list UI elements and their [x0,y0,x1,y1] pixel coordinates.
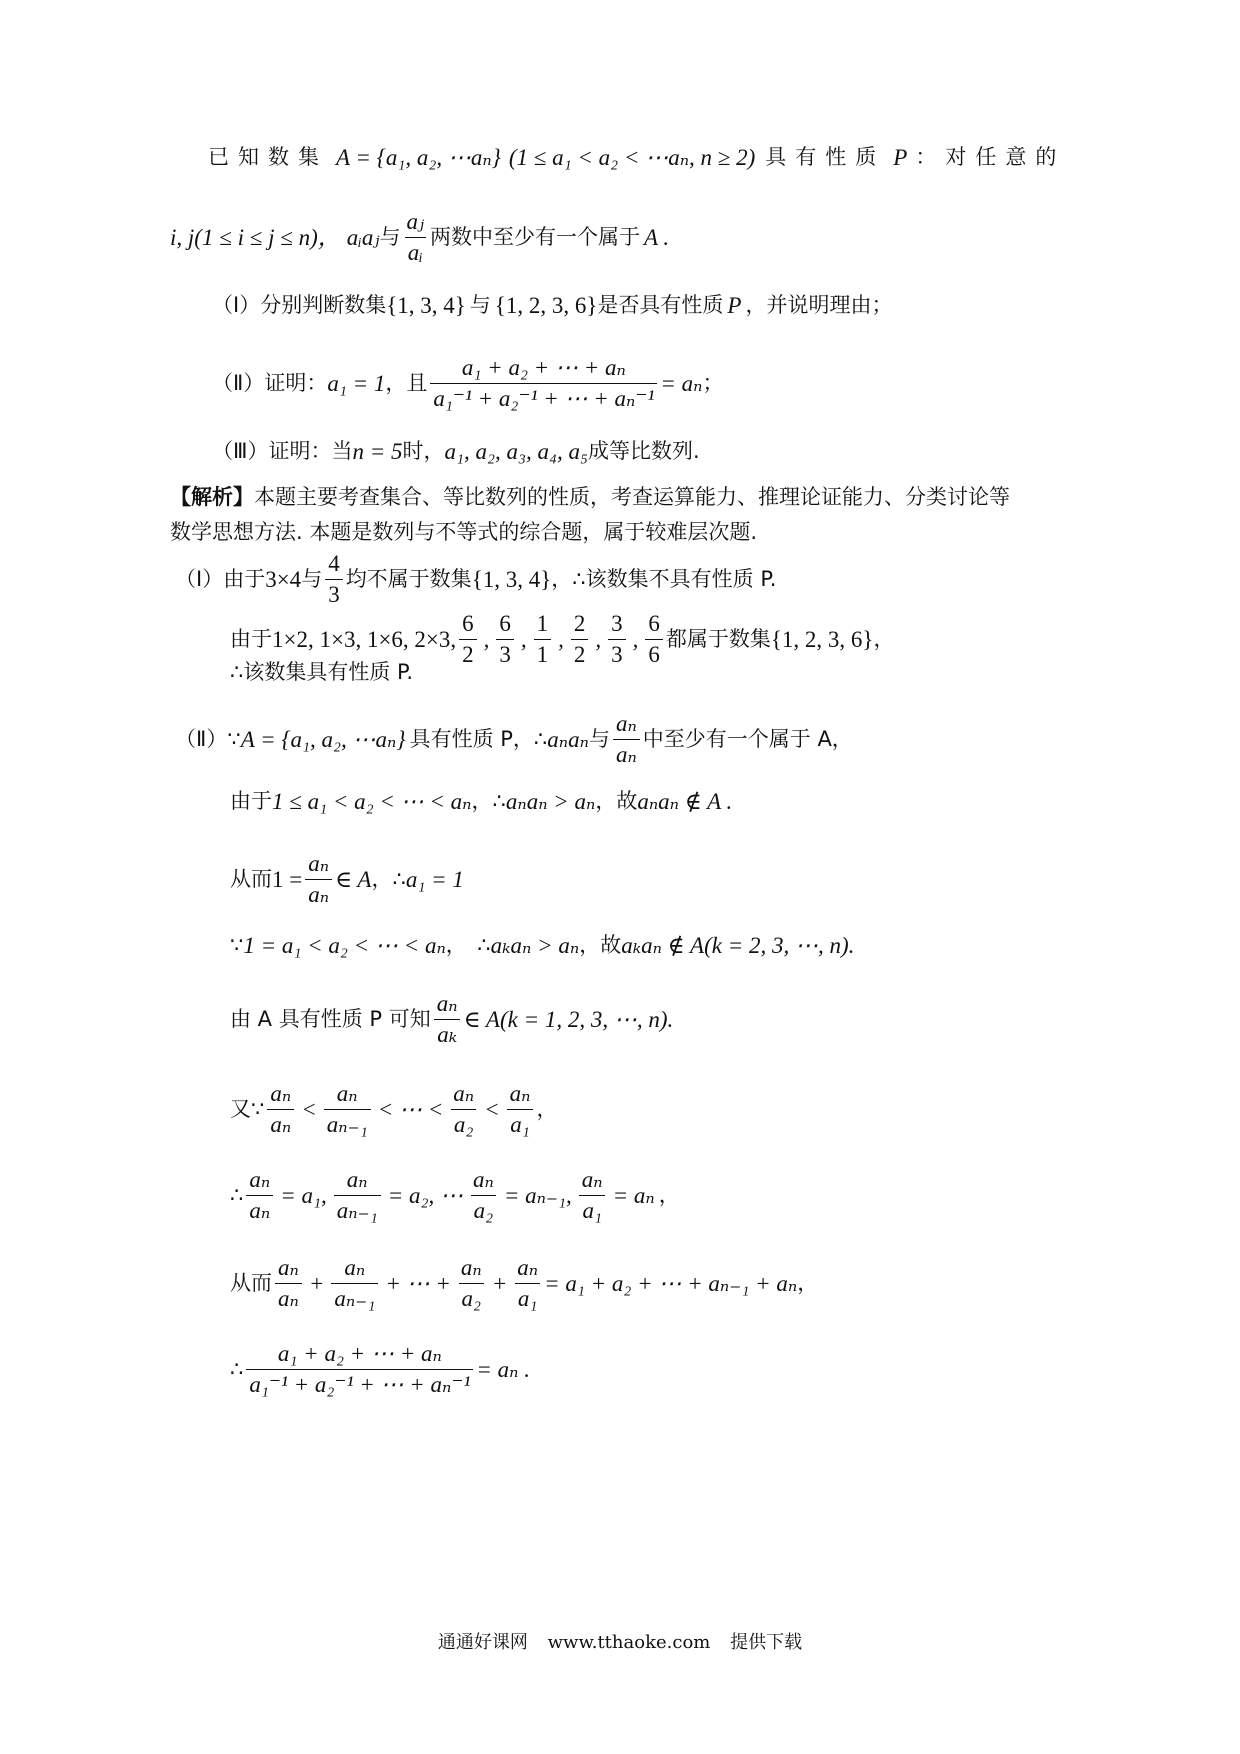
math-operator: + ⋯ + [385,1271,451,1297]
text: 从而 [230,1271,272,1296]
math-inequality: aₖaₙ > aₙ [490,933,580,958]
fraction [324,1082,371,1137]
numerator: aₙ [346,1167,368,1192]
math-operator: + [308,1271,325,1297]
comma: , [520,627,527,653]
denominator: a₁ [507,1109,533,1137]
question-3 [212,440,700,463]
numerator: aₙ [615,711,637,736]
numerator: 1 [536,611,549,636]
text: ∴该数集具有性质 P. [230,660,414,684]
text: ，且 [385,371,428,396]
denominator: 3 [496,639,514,667]
fraction-chain [264,1082,536,1137]
numerator: 3 [611,611,623,636]
math-operator: < ⋯ < [377,1097,444,1123]
numerator: aₙ [278,1255,299,1280]
math-condition: (1 ≤ a₁ < a₂ < ⋯aₙ, n ≥ 2) [508,145,756,170]
math-set: {1, 2, 3, 6} [494,293,598,318]
denominator: a₂ [459,1283,485,1311]
text: ， [658,1183,680,1208]
text: ，故 [579,933,622,957]
text: ，∴ [471,789,506,813]
text: 成等比数列. [588,439,700,463]
comma: , [558,627,564,653]
fraction [514,1256,541,1311]
math-rhs: = aₙ₋₁, [503,1183,572,1209]
text: 中至少有一个属于 A， [642,727,853,752]
numerator: aₙ [308,851,330,876]
fraction [470,1168,497,1223]
denominator: 2 [571,639,589,667]
text: 由 A 具有性质 P 可知 [230,1007,431,1032]
analysis-part-2-line-3 [230,852,464,907]
text: ，故 [595,789,638,813]
fraction [275,1256,302,1311]
numerator: aⱼ [406,209,425,234]
math-sequence: a₁, a₂, a₃, a₄, a₅ [444,439,588,464]
numerator: aₙ [581,1167,603,1192]
fraction [434,992,461,1047]
denominator: aₙ₋₁ [334,1195,381,1223]
comma: , [632,627,639,653]
denominator: 1 [534,639,552,667]
analysis-part-2-line-1 [175,712,853,767]
denominator: a₁ [515,1283,541,1311]
numerator: aₙ [453,1081,475,1106]
numerator: aₙ [517,1255,539,1280]
math-set: {1, 2, 3, 6} [770,627,874,653]
fraction [246,1168,273,1223]
denominator: a₂ [451,1109,477,1137]
text: ， [797,1271,819,1296]
footer-site-name: 通通好课网 [437,1632,528,1653]
text: ∵ [230,933,244,957]
denominator: aₖ [434,1019,460,1047]
fraction [507,1082,534,1137]
denominator: a₁⁻¹ + a₂⁻¹ + ⋯ + aₙ⁻¹ [430,383,657,411]
math-inequality: 1 = a₁ < a₂ < ⋯ < aₙ [243,933,446,958]
denominator: 3 [608,639,626,667]
text: ， ∴ [445,933,491,957]
question-label: （Ⅱ）证明： [212,371,328,396]
text: 具有性质 P，∴ [409,727,548,752]
analysis-part-2-line-8 [230,1256,818,1311]
analysis-intro-1 [170,487,1010,508]
numerator: aₙ [344,1255,366,1280]
fraction-chain [272,1256,544,1311]
analysis-part-2-line-7 [230,1168,680,1223]
fraction [645,612,663,667]
question-1 [212,294,892,317]
math-product: 3×4 [265,567,302,593]
analysis-tag: 【解析】 [170,485,254,509]
analysis-part-2-line-9 [230,1342,530,1397]
denominator: aₙ [246,1195,273,1223]
fraction [534,612,552,667]
math-set: {1, 3, 4} [471,567,552,593]
comma: , [595,627,602,653]
page-footer [0,1628,1240,1654]
text: （Ⅰ）由于 [175,567,266,592]
text: ，∴该数集不具有性质 P. [551,567,777,592]
analysis-part-1 [175,552,776,607]
denominator: a₁⁻¹ + a₂⁻¹ + ⋯ + aₙ⁻¹ [246,1369,473,1397]
math-inequality: 1 ≤ a₁ < a₂ < ⋯ < aₙ [272,789,472,814]
text: ， [536,1097,558,1122]
text: 由于 [230,627,272,652]
footer-note: 提供下载 [730,1632,803,1653]
numerator: 6 [499,611,511,636]
problem-line-2 [170,210,669,265]
math-in: ∈ A(k = 1, 2, 3, ⋯, n). [463,1007,674,1033]
numerator: 4 [328,551,340,576]
fraction [613,712,640,767]
text: 本题主要考查集合、等比数列的性质，考查运算能力、推理论证能力、分类讨论等 [254,485,1010,509]
math-set: A = {a₁, a₂, ⋯aₙ} [336,145,501,170]
fraction-list [456,612,666,667]
math-not-in: aₖaₙ ∉ A(k = 2, 3, ⋯, n). [621,933,855,958]
analysis-intro-2 [170,522,757,543]
denominator: 2 [459,639,477,667]
fraction [334,1168,381,1223]
denominator: 3 [325,579,343,607]
denominator: aᵢ [405,237,426,265]
math-result: a₁ = 1 [405,867,464,893]
text: 均不属于数集 [345,567,472,592]
math-one: 1 = [272,867,303,893]
text: 与 [301,567,323,592]
fraction [458,1256,485,1311]
numerator: aₙ [509,1081,531,1106]
fraction [608,612,626,667]
math-operator: + [491,1271,508,1297]
math-operator: < [484,1097,500,1123]
comma: , [483,627,490,653]
text: 都属于数集 [665,627,771,652]
math-product: aᵢaⱼ [346,225,380,251]
numerator: aₙ [249,1167,271,1192]
math-set: {1, 3, 4} [386,293,466,318]
fraction [403,210,427,265]
text: 已知数集 [208,145,328,169]
analysis-part-2-line-2 [230,790,732,813]
fraction [496,612,514,667]
fraction [571,612,589,667]
math-products: 1×2, 1×3, 1×6, 2×3, [272,627,457,653]
fraction [331,1256,378,1311]
numerator: a₁ + a₂ + ⋯ + aₙ [461,355,626,380]
math-eq: = aₙ . [476,1357,530,1383]
text: 从而 [230,867,272,892]
text: 具有性质 [765,145,886,169]
denominator: aₙ₋₁ [324,1109,371,1137]
fraction-chain [243,1168,658,1223]
question-label: （Ⅰ） [212,293,261,317]
math-ij: i, j(1 ≤ i ≤ j ≤ n)， [170,225,341,251]
problem-line-1 [208,146,1065,169]
analysis-part-1-line-2 [230,612,894,667]
numerator: aₙ [270,1081,292,1106]
denominator: aₙ₋₁ [331,1283,378,1311]
text: ∴ [230,1183,244,1208]
text: 两数中至少有一个属于 [430,225,641,250]
question-2 [212,356,723,411]
text: （Ⅱ）∵ [175,727,241,752]
numerator: 2 [573,611,586,636]
analysis-part-1-line-3 [230,662,413,683]
denominator: aₙ [267,1109,294,1137]
denominator: 6 [645,639,663,667]
text: 又∵ [230,1097,265,1122]
math-inequality: aₙaₙ > aₙ [505,789,596,814]
math-p: P [893,145,908,170]
math-sum: = a₁ + a₂ + ⋯ + aₙ₋₁ + aₙ [544,1271,798,1297]
text: ，并说明理由； [745,293,893,317]
fraction [579,1168,606,1223]
text: 数学思想方法. 本题是数列与不等式的综合题，属于较难层次题. [170,520,758,544]
text: ：对任意的 [915,145,1066,169]
analysis-part-2-line-5 [230,992,673,1047]
fraction [325,552,343,607]
text: 与 [588,727,610,752]
analysis-part-2-line-4 [230,934,854,957]
math-rhs: = aₙ [612,1183,655,1209]
fraction [430,356,657,411]
numerator: a₁ + a₂ + ⋯ + aₙ [277,1341,442,1366]
analysis-part-2-line-6 [230,1082,557,1137]
math-product: aₙaₙ [547,727,589,753]
footer-url: www.tthaoke.com [547,1632,711,1653]
text: ，∴ [371,867,406,892]
numerator: aₙ [336,1081,358,1106]
text: 与 [469,293,491,317]
math-set: A = {a₁, a₂, ⋯aₙ} [240,727,406,753]
numerator: aₙ [436,991,458,1016]
fraction [267,1082,294,1137]
numerator: 6 [648,611,660,636]
math-eq: = aₙ [660,371,703,397]
numerator: aₙ [460,1255,482,1280]
math-n: n = 5 [352,439,403,464]
question-label: （Ⅲ）证明：当 [212,439,353,463]
denominator: aₙ [305,879,332,907]
math-not-in: aₙaₙ ∉ A . [637,789,733,814]
math-rhs: = a₂, ⋯ [387,1183,463,1209]
denominator: aₙ [275,1283,302,1311]
text: 时， [402,439,445,463]
text: 是否具有性质 [597,293,724,317]
fraction [459,612,477,667]
fraction [246,1342,473,1397]
denominator: aₙ [613,739,640,767]
math-a1: a₁ = 1 [327,371,386,397]
text: ； [702,371,724,396]
text: 由于 [230,789,272,813]
text: ， [873,627,895,652]
math-rhs: = a₁, [280,1183,327,1209]
math-operator: < [301,1097,317,1123]
denominator: a₂ [471,1195,497,1223]
text: 分别判断数集 [260,293,387,317]
text: ∴ [230,1357,244,1382]
denominator: a₁ [579,1195,605,1223]
numerator: aₙ [472,1167,494,1192]
fraction [450,1082,477,1137]
math-in: ∈ A [335,867,372,893]
numerator: 6 [462,611,474,636]
math-p: P [727,293,742,318]
math-a: A . [644,225,670,251]
text: 与 [379,225,401,250]
fraction [305,852,332,907]
